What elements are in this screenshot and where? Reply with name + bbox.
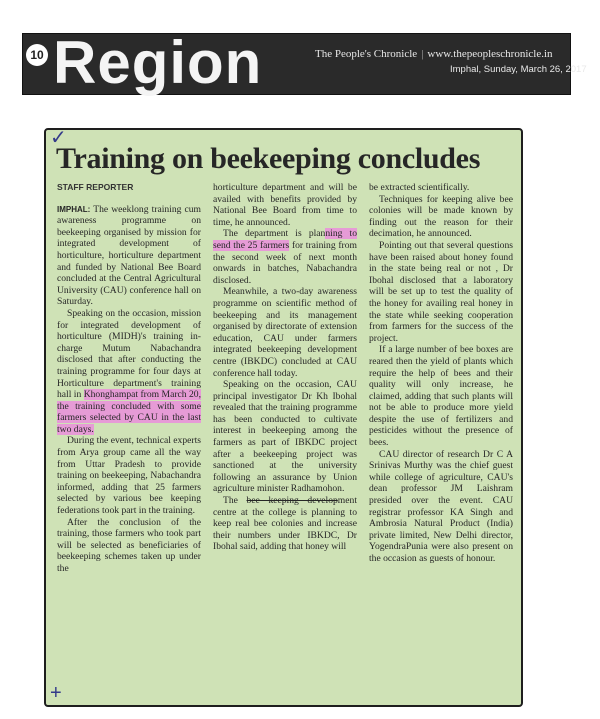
paragraph [213, 286, 357, 379]
issue-dateline: Imphal, Sunday, March 26, 2017 [450, 64, 587, 75]
paragraph-text: ment centre at the college is planning to keep real bee colonies and increase their numbers under IBKDC, Dr Ibohal said, adding that honey will [213, 495, 357, 553]
paragraph-text: During the event, technical experts from Arya group came all the way from Uttar Pradesh to provide training on beekeeping, Nabachandra informed, adding that 25 farmers selected by various bee keeping federations took part in the training. [57, 435, 201, 517]
paragraph [213, 379, 357, 495]
paragraph [369, 449, 513, 565]
paragraph-text: After the conclusion of the training, those farmers who took part will be selected as beneficiaries of beekeeping schemes taken up under the [57, 516, 201, 574]
paragraph [213, 228, 357, 286]
byline [57, 182, 201, 194]
paragraph [369, 182, 513, 194]
article-column-3 [369, 182, 513, 699]
paragraph [213, 495, 357, 553]
paragraph [57, 204, 201, 308]
page-number-badge: 10 [26, 44, 48, 66]
paragraph-text: Meanwhile, a two-day awareness programme on scientific method of beekeeping and its management organised by directorate of extension education, CAU under farmers integrated beekeeping development centre (IBKDC) concluded at CAU conference hall today. [213, 286, 357, 379]
pen-mark-bottom-left: + [50, 682, 62, 704]
paragraph [369, 344, 513, 448]
paragraph-text: be extracted scientifically. [369, 182, 470, 193]
paragraph [57, 308, 201, 436]
paragraph-text: Speaking on the occasion, CAU principal investigator Dr Kh Ibohal revealed that the training programme has been conducted to cultivate interest in beekeeping among the farmers as part of IBKDC project after a beekeeping project was sanctioned at the university following an assurance by Union agriculture minister Radhamohon. [213, 379, 357, 495]
paragraph-text: CAU director of research Dr C A Srinivas Murthy was the chief guest while college of agriculture, CAU's dean professor JM Laishram presided over the event. CAU registrar professor KA Singh and Ambrosia Natural Product (India) private limited, New Delhi director, YogendraPunia were also present on the occasion as guests of honour. [369, 448, 513, 564]
paragraph [57, 517, 201, 575]
paragraph [369, 194, 513, 240]
section-header-band [22, 29, 587, 96]
paragraph-text: Techniques for keeping alive bee colonies will be made known by finding out the reason for their decimation, he announced. [369, 193, 513, 240]
highlighted-text: Khonghampat from March 20, the training concluded with some farmers selected by CAU in the last two days. [57, 389, 201, 435]
paragraph-text: The [223, 495, 238, 507]
pen-mark-top-left: ✓ [50, 127, 67, 149]
paragraph [369, 240, 513, 344]
masthead-separator: | [421, 48, 424, 60]
masthead-name: The People's Chronicle [315, 48, 418, 60]
highlighted-text: ning to send the 25 farmers [213, 228, 357, 251]
paragraph-text: horticulture department and will be availed with benefits provided by National Bee Board from time to time, he announced. [213, 182, 357, 228]
article-column-1 [57, 182, 201, 699]
section-title: Region [53, 29, 263, 96]
article-clipping [44, 128, 523, 707]
paragraph-text: The weeklong training cum awareness programme on beekeeping organised by mission for integrated development of horticulture, horticulture department and funded by National Bee Board concluded at the Central Agricultural University (CAU) conference hall on Saturday. [57, 203, 202, 308]
article-columns [57, 182, 513, 699]
paragraph-text: The department is plan [223, 228, 326, 240]
paragraph [57, 435, 201, 516]
article-column-2 [213, 182, 357, 699]
masthead [315, 48, 562, 60]
paragraph-text: Pointing out that several questions have been raised about honey found in the state being real or not , Dr Ibohal disclosed that a laboratory will be set up to test the quality of the honey for availing real honey in the state while seeking cooperation from farmers for the success of the project. [369, 239, 513, 344]
article-headline: Training on beekeeping concludes [56, 142, 481, 175]
paragraph-text: If a large number of bee boxes are reared then the yield of plants which require the help of bees and their quality will only increase, he claimed, adding that such plants will not be able to produce more yield despite the use of fertilizers and pesticides without the presence of bees. [369, 344, 513, 449]
paragraph [213, 182, 357, 228]
paragraph-text: for training from the second week of next month onwards in batches, Nabachandra disclosed. [213, 239, 357, 286]
paragraph-text: Speaking on the occasion, mission for integrated development of horticulture (MIDH)'s training in-charge Mutum Nabachandra disclosed that after conducting the training programme for four days at Horticulture department's training hall in [57, 307, 201, 401]
byline-prefix: STAFF [57, 182, 84, 192]
byline-role: REPORTER [86, 182, 134, 192]
struck-text: bee keeping develop [246, 495, 338, 507]
masthead-url: www.thepeopleschronicle.in [427, 48, 553, 60]
dateline-place: IMPHAL: [57, 204, 91, 214]
